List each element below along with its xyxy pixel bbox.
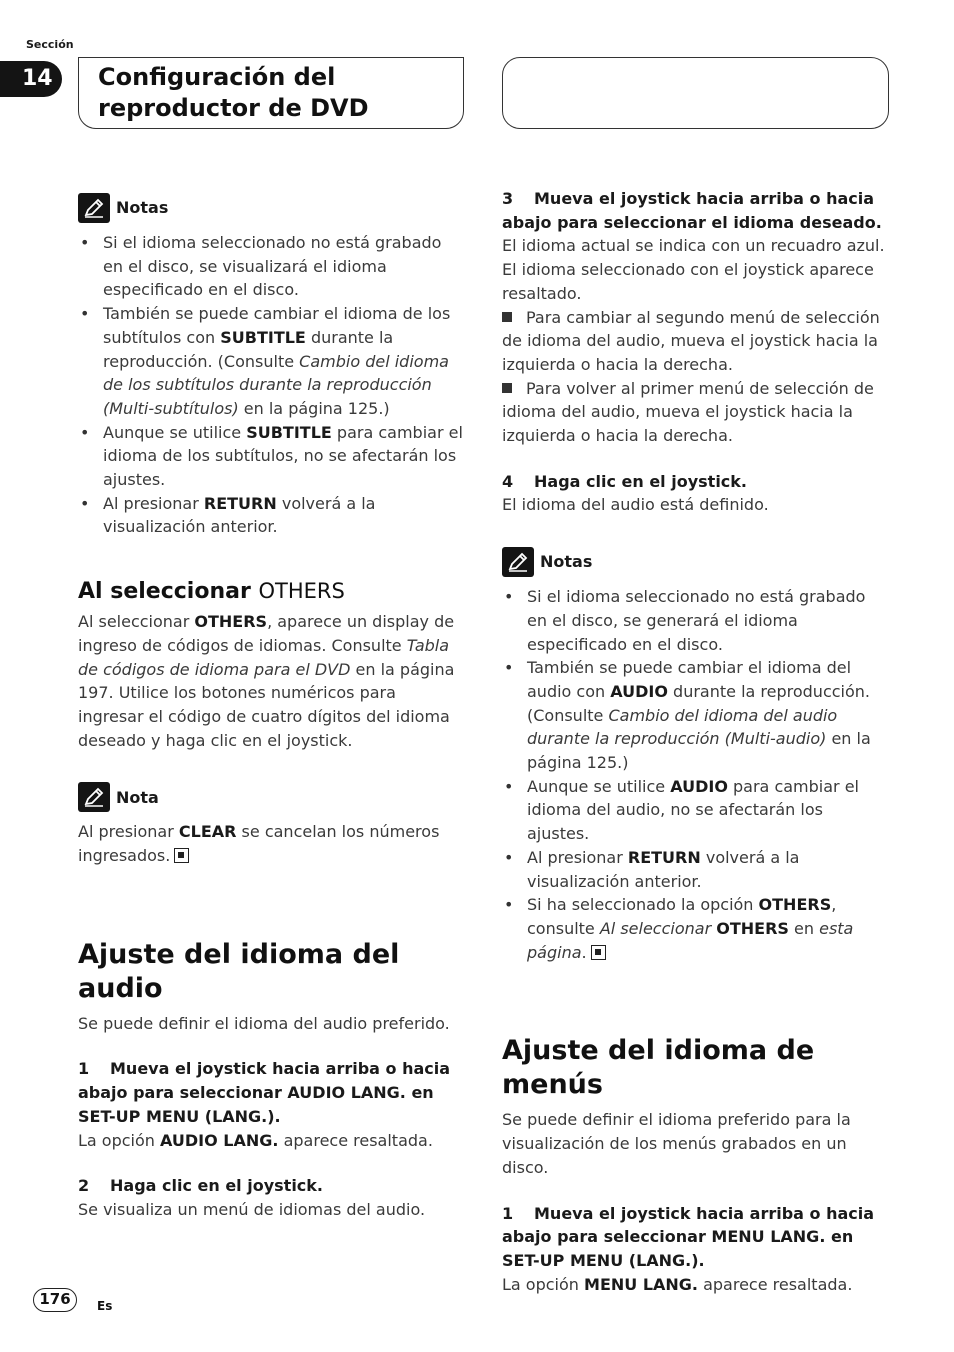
notes-list xyxy=(502,585,890,964)
list-item: • Aunque se utilice AUDIO para cambiar el idioma del audio, no se afectarán los ajustes. xyxy=(502,775,890,846)
list-item: • También se puede cambiar el idioma de los subtítulos con SUBTITLE durante la reproducción. (Consulte Cambio del idioma de los subtítulos durante la reproducción (Multi-subtítulos) en la página 125.) xyxy=(78,302,466,421)
pencil-note-icon xyxy=(78,193,110,223)
notes-header xyxy=(502,547,890,577)
menus-intro: Se puede definir el idioma preferido para la visualización de los menús grabados en un disco. xyxy=(502,1110,851,1177)
list-item: • También se puede cambiar el idioma del audio con AUDIO durante la reproducción. (Consulte Cambio del idioma del audio durante la reproducción (Multi-audio) en la página 125.) xyxy=(502,656,890,775)
notes-title: Notas xyxy=(540,552,593,572)
page-number: 176 xyxy=(33,1288,77,1312)
nota-title: Nota xyxy=(116,787,159,807)
square-bullet-icon xyxy=(502,312,512,322)
chapter-title-line1: Configuración del xyxy=(98,63,336,91)
chapter-title-line2: reproductor de DVD xyxy=(98,94,369,122)
notes-header xyxy=(78,193,466,223)
language-code: Es xyxy=(97,1299,113,1313)
audio-step-4-desc: El idioma del audio está definido. xyxy=(502,495,769,515)
list-item: • Al presionar RETURN volverá a la visualización anterior. xyxy=(78,492,466,539)
others-paragraph: Al seleccionar OTHERS, aparece un display de ingreso de códigos de idiomas. Consulte Tabla de códigos de idioma para el DVD en la página 197. Utilice los botones numéricos para ingresar el código de cuatro dígitos del idioma deseado y haga clic en el joystick. xyxy=(78,612,455,750)
chapter-title-box xyxy=(78,57,464,129)
section-number-tab: 14 xyxy=(0,61,62,97)
seccion-label: Sección xyxy=(26,38,74,51)
nota-header xyxy=(78,782,466,812)
audio-step-3: 3 Mueva el joystick hacia arriba o hacia abajo para seleccionar el idioma deseado. xyxy=(502,189,882,232)
nota-paragraph: Al presionar CLEAR se cancelan los números ingresados. xyxy=(78,822,440,866)
list-item: • Si ha seleccionado la opción OTHERS, consulte Al seleccionar OTHERS en esta página. xyxy=(502,893,890,964)
notes-list xyxy=(78,231,466,539)
menus-step-1-desc: La opción MENU LANG. aparece resaltada. xyxy=(502,1274,853,1294)
menus-step-1: 1 Mueva el joystick hacia arriba o hacia abajo para seleccionar MENU LANG. en SET-UP MENU (LANG.). xyxy=(502,1203,875,1270)
audio-step-1: 1 Mueva el joystick hacia arriba o hacia abajo para seleccionar AUDIO LANG. en SET-UP MENU (LANG.). xyxy=(78,1059,451,1126)
others-heading: Al seleccionar OTHERS xyxy=(78,579,345,605)
audio-step-3-sub2: Para volver al primer menú de selección de idioma del audio, mueva el joystick hacia la izquierda o hacia la derecha. xyxy=(502,378,874,446)
pencil-note-icon xyxy=(78,782,110,812)
audio-step-1-desc: La opción AUDIO LANG. aparece resaltada. xyxy=(78,1130,433,1150)
right-column xyxy=(502,187,890,1296)
audio-step-3-sub1: Para cambiar al segundo menú de selección de idioma del audio, mueva el joystick hacia la izquierda o hacia la derecha. xyxy=(502,307,880,374)
left-column xyxy=(78,193,466,1222)
audio-step-2-desc: Se visualiza un menú de idiomas del audio. xyxy=(78,1199,426,1219)
square-bullet-icon xyxy=(502,383,512,393)
audio-step-2: 2 Haga clic en el joystick. xyxy=(78,1176,323,1196)
audio-step-3-desc: El idioma actual se indica con un recuadro azul. El idioma seleccionado con el joystick aparece resaltado. xyxy=(502,236,885,303)
list-item: • Al presionar RETURN volverá a la visualización anterior. xyxy=(502,846,890,893)
audio-intro: Se puede definir el idioma del audio preferido. xyxy=(78,1013,450,1033)
audio-step-4: 4 Haga clic en el joystick. xyxy=(502,471,747,491)
list-item: • Si el idioma seleccionado no está grabado en el disco, se generará el idioma especificado en el disco. xyxy=(502,585,890,656)
menus-heading: Ajuste del idioma de menús xyxy=(502,1035,815,1101)
notes-title: Notas xyxy=(116,198,169,218)
end-mark-icon xyxy=(591,945,606,960)
pencil-note-icon xyxy=(502,547,534,577)
list-item: • Aunque se utilice SUBTITLE para cambiar el idioma de los subtítulos, no se afectarán los ajustes. xyxy=(78,421,466,492)
audio-heading: Ajuste del idioma del audio xyxy=(78,938,400,1004)
header-right-box xyxy=(502,57,889,129)
list-item: • Si el idioma seleccionado no está grabado en el disco, se visualizará el idioma especificado en el disco. xyxy=(78,231,466,302)
end-mark-icon xyxy=(174,848,189,863)
